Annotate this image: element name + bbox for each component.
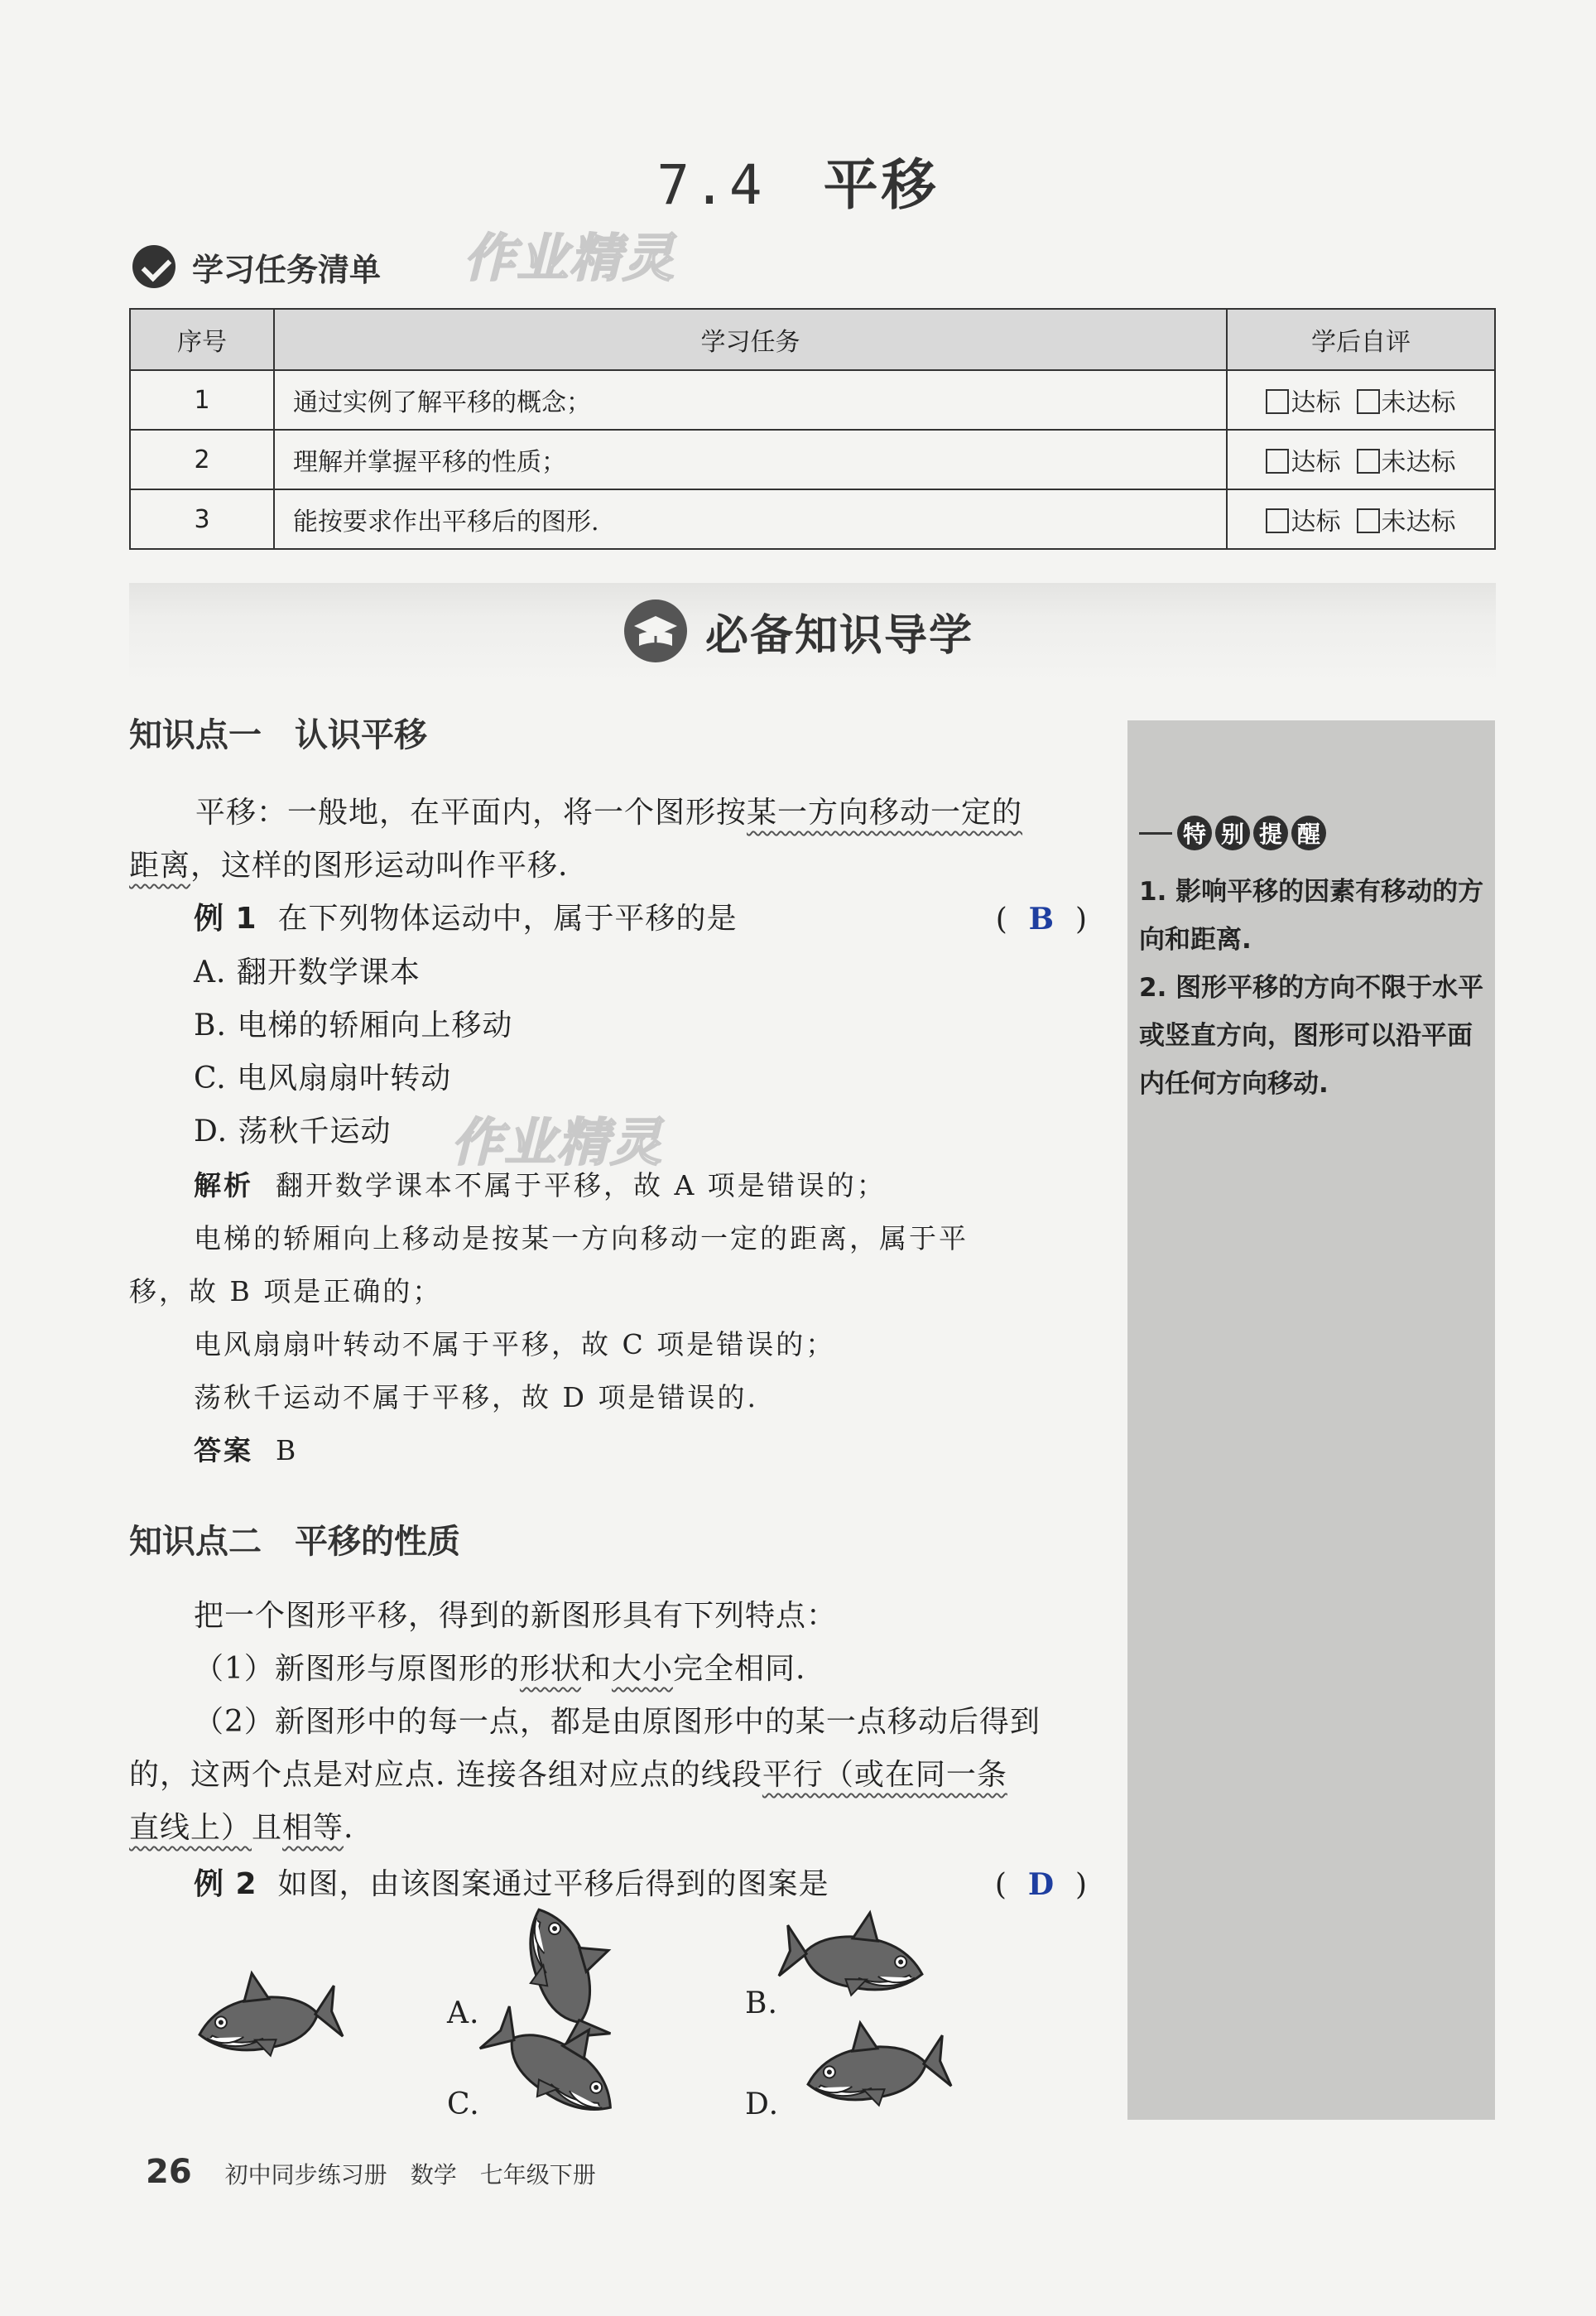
section-number: 7.4 (656, 153, 766, 217)
option-b: B. 电梯的轿厢向上移动 (194, 1009, 513, 1042)
analysis: 解析 翻开数学课本不属于平移，故 A 项是错误的； 电梯的轿厢向上移动是按某一方向移动一定的距离，属于平 移，故 B 项是正确的； 电风扇扇叶转动不属于平移，故 C 项是错误的； 荡秋千运动不属于平移，故 D 项是错误的. 答案 B (129, 1169, 969, 1466)
answer-1: B (1028, 902, 1055, 937)
shark-option-a (507, 1892, 635, 2054)
example-1: 例 1 在下列物体运动中，属于平移的是 ( B ) A. 翻开数学课本 B. 电梯的轿厢向上移动 C. 电风扇扇叶转动 D. 荡秋千运动 (194, 893, 1088, 1158)
tip-heading: 特 别 提 醒 (1139, 816, 1329, 850)
option-d: D. 荡秋千运动 (194, 1115, 392, 1148)
answer-2: D (1027, 1867, 1055, 1902)
kp1-title: 知识点一 认识平移 (129, 716, 427, 754)
table-row: 1 通过实例了解平移的概念； 达标 未达标 (130, 370, 1495, 430)
shark-option-b (778, 1900, 931, 2007)
option-a: A. 翻开数学课本 (194, 956, 421, 989)
label-d: D. (745, 2087, 780, 2121)
header-task: 学习任务 (274, 309, 1227, 370)
label-a: A. (447, 1996, 480, 2030)
banner-title: 必备知识导学 (704, 610, 973, 661)
header-eval: 学后自评 (1227, 309, 1495, 370)
watermark: 作业精灵 (464, 228, 676, 288)
label-b: B. (745, 1986, 778, 2020)
kp2-properties: 把一个图形平移，得到的新图形具有下列特点： （1）新图形与原图形的形状和大小完全相同. （2）新图形中的每一点，都是由原图形中的某一点移动后得到 的，这两个点是对应点. 连接各组对应点的线段平行（或在同一条 直线上）且相等. (129, 1599, 1041, 1845)
option-c: C. 电风扇扇叶转动 (194, 1062, 452, 1095)
footer: 26 初中同步练习册 数学 七年级下册 (146, 2153, 596, 2191)
table-row: 2 理解并掌握平移的性质； 达标 未达标 (130, 430, 1495, 489)
table-row: 3 能按要求作出平移后的图形. 达标 未达标 (130, 489, 1495, 549)
original-shark (190, 1960, 344, 2068)
kp2-title: 知识点二 平移的性质 (129, 1523, 460, 1561)
section-name: 平移 (823, 153, 940, 217)
watermark: 作业精灵 (451, 1112, 664, 1172)
header-num: 序号 (130, 309, 274, 370)
tip-text: 1. 影响平移的因素有移动的方向和距离. 2. 图形平移的方向不限于水平或竖直方向，图形可以沿平面内任何方向移动. (1139, 877, 1484, 1099)
label-c: C. (447, 2087, 480, 2121)
task-list-heading-text: 学习任务清单 (192, 251, 382, 288)
kp1-definition: 平移：一般地，在平面内，将一个图形按某一方向移动一定的 距离，这样的图形运动叫作平移. (129, 796, 1023, 883)
example-2: 例 2 如图，由该图案通过平移后得到的图案是 ( D ) (194, 1867, 1088, 1902)
shark-option-d (799, 2010, 952, 2117)
page-number: 26 (146, 2153, 192, 2191)
